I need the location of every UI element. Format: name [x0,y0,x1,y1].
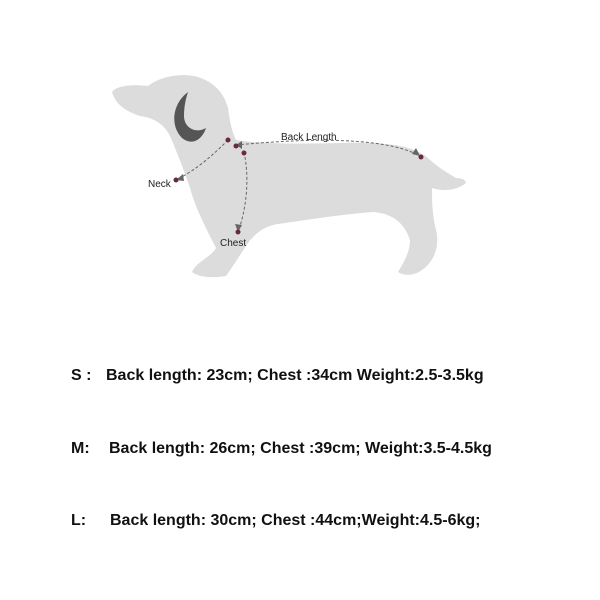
label-neck: Neck [148,179,171,190]
size-label: L: [71,512,87,529]
label-chest: Chest [220,238,247,249]
size-label: M: [71,440,90,457]
marker-chest [236,230,241,235]
marker-back-end [419,155,424,160]
marker-neck [174,178,179,183]
marker-chest-top [242,151,247,156]
marker-neck-top [226,138,231,143]
size-details: Back length: 23cm; Chest :34cm Weight:2.5-3.5kg [106,367,484,384]
marker-back-start [234,144,239,149]
dog-body [112,75,466,277]
size-label: S : [71,367,92,384]
label-back-length: Back Length [281,132,337,143]
size-details: Back length: 26cm; Chest :39cm; Weight:3.5-4.5kg [109,440,492,457]
size-details: Back length: 30cm; Chest :44cm;Weight:4.5-6kg; [110,512,481,529]
dog-silhouette [112,75,466,277]
